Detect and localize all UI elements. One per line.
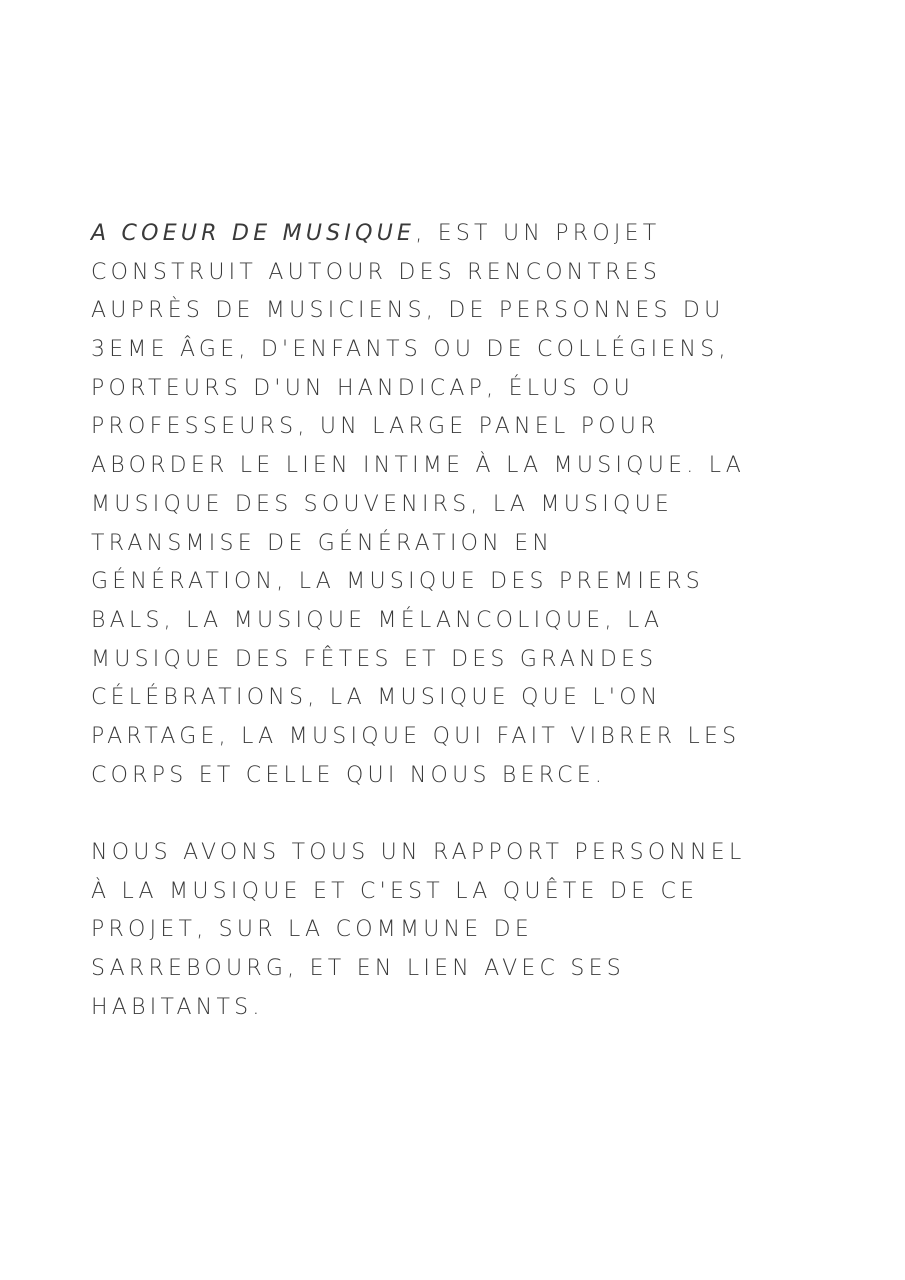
text-line: SARREBOURG, ET EN LIEN AVEC SES <box>91 956 625 982</box>
text-line: PROJET, SUR LA COMMUNE DE <box>91 917 534 943</box>
text-line: AUPRÈS DE MUSICIENS, DE PERSONNES DU <box>91 298 725 324</box>
paragraph-closing <box>91 834 871 1027</box>
project-title: A COEUR DE MUSIQUE <box>91 221 416 246</box>
text-line: BALS, LA MUSIQUE MÉLANCOLIQUE, LA <box>91 607 664 633</box>
text-line: PARTAGE, LA MUSIQUE QUI FAIT VIBRER LES <box>91 723 741 749</box>
text-line: TRANSMISE DE GÉNÉRATION EN <box>91 530 554 556</box>
text-line: GÉNÉRATION, LA MUSIQUE DES PREMIERS <box>91 569 705 595</box>
text-line: CONSTRUIT AUTOUR DES RENCONTRES <box>91 259 662 285</box>
text-line: CORPS ET CELLE QUI NOUS BERCE. <box>91 762 607 788</box>
text-line <box>91 215 871 254</box>
text-line: PORTEURS D'UN HANDICAP, ÉLUS OU <box>91 375 634 401</box>
text-line: HABITANTS. <box>91 994 264 1020</box>
text-line: NOUS AVONS TOUS UN RAPPORT PERSONNEL <box>91 840 746 865</box>
text-line: 3EME ÂGE, D'ENFANTS OU DE COLLÉGIENS, <box>91 337 730 363</box>
text-fragment: , EST UN PROJET <box>415 221 661 246</box>
paragraph-intro <box>91 215 871 795</box>
text-line: MUSIQUE DES SOUVENIRS, LA MUSIQUE <box>91 491 674 517</box>
text-line: PROFESSEURS, UN LARGE PANEL POUR <box>91 414 660 440</box>
text-line: MUSIQUE DES FÊTES ET DES GRANDES <box>91 646 658 672</box>
text-line: CÉLÉBRATIONS, LA MUSIQUE QUE L'ON <box>91 685 662 711</box>
text-line: ABORDER LE LIEN INTIME À LA MUSIQUE. LA <box>91 453 746 479</box>
text-line: À LA MUSIQUE ET C'EST LA QUÊTE DE CE <box>91 878 699 904</box>
